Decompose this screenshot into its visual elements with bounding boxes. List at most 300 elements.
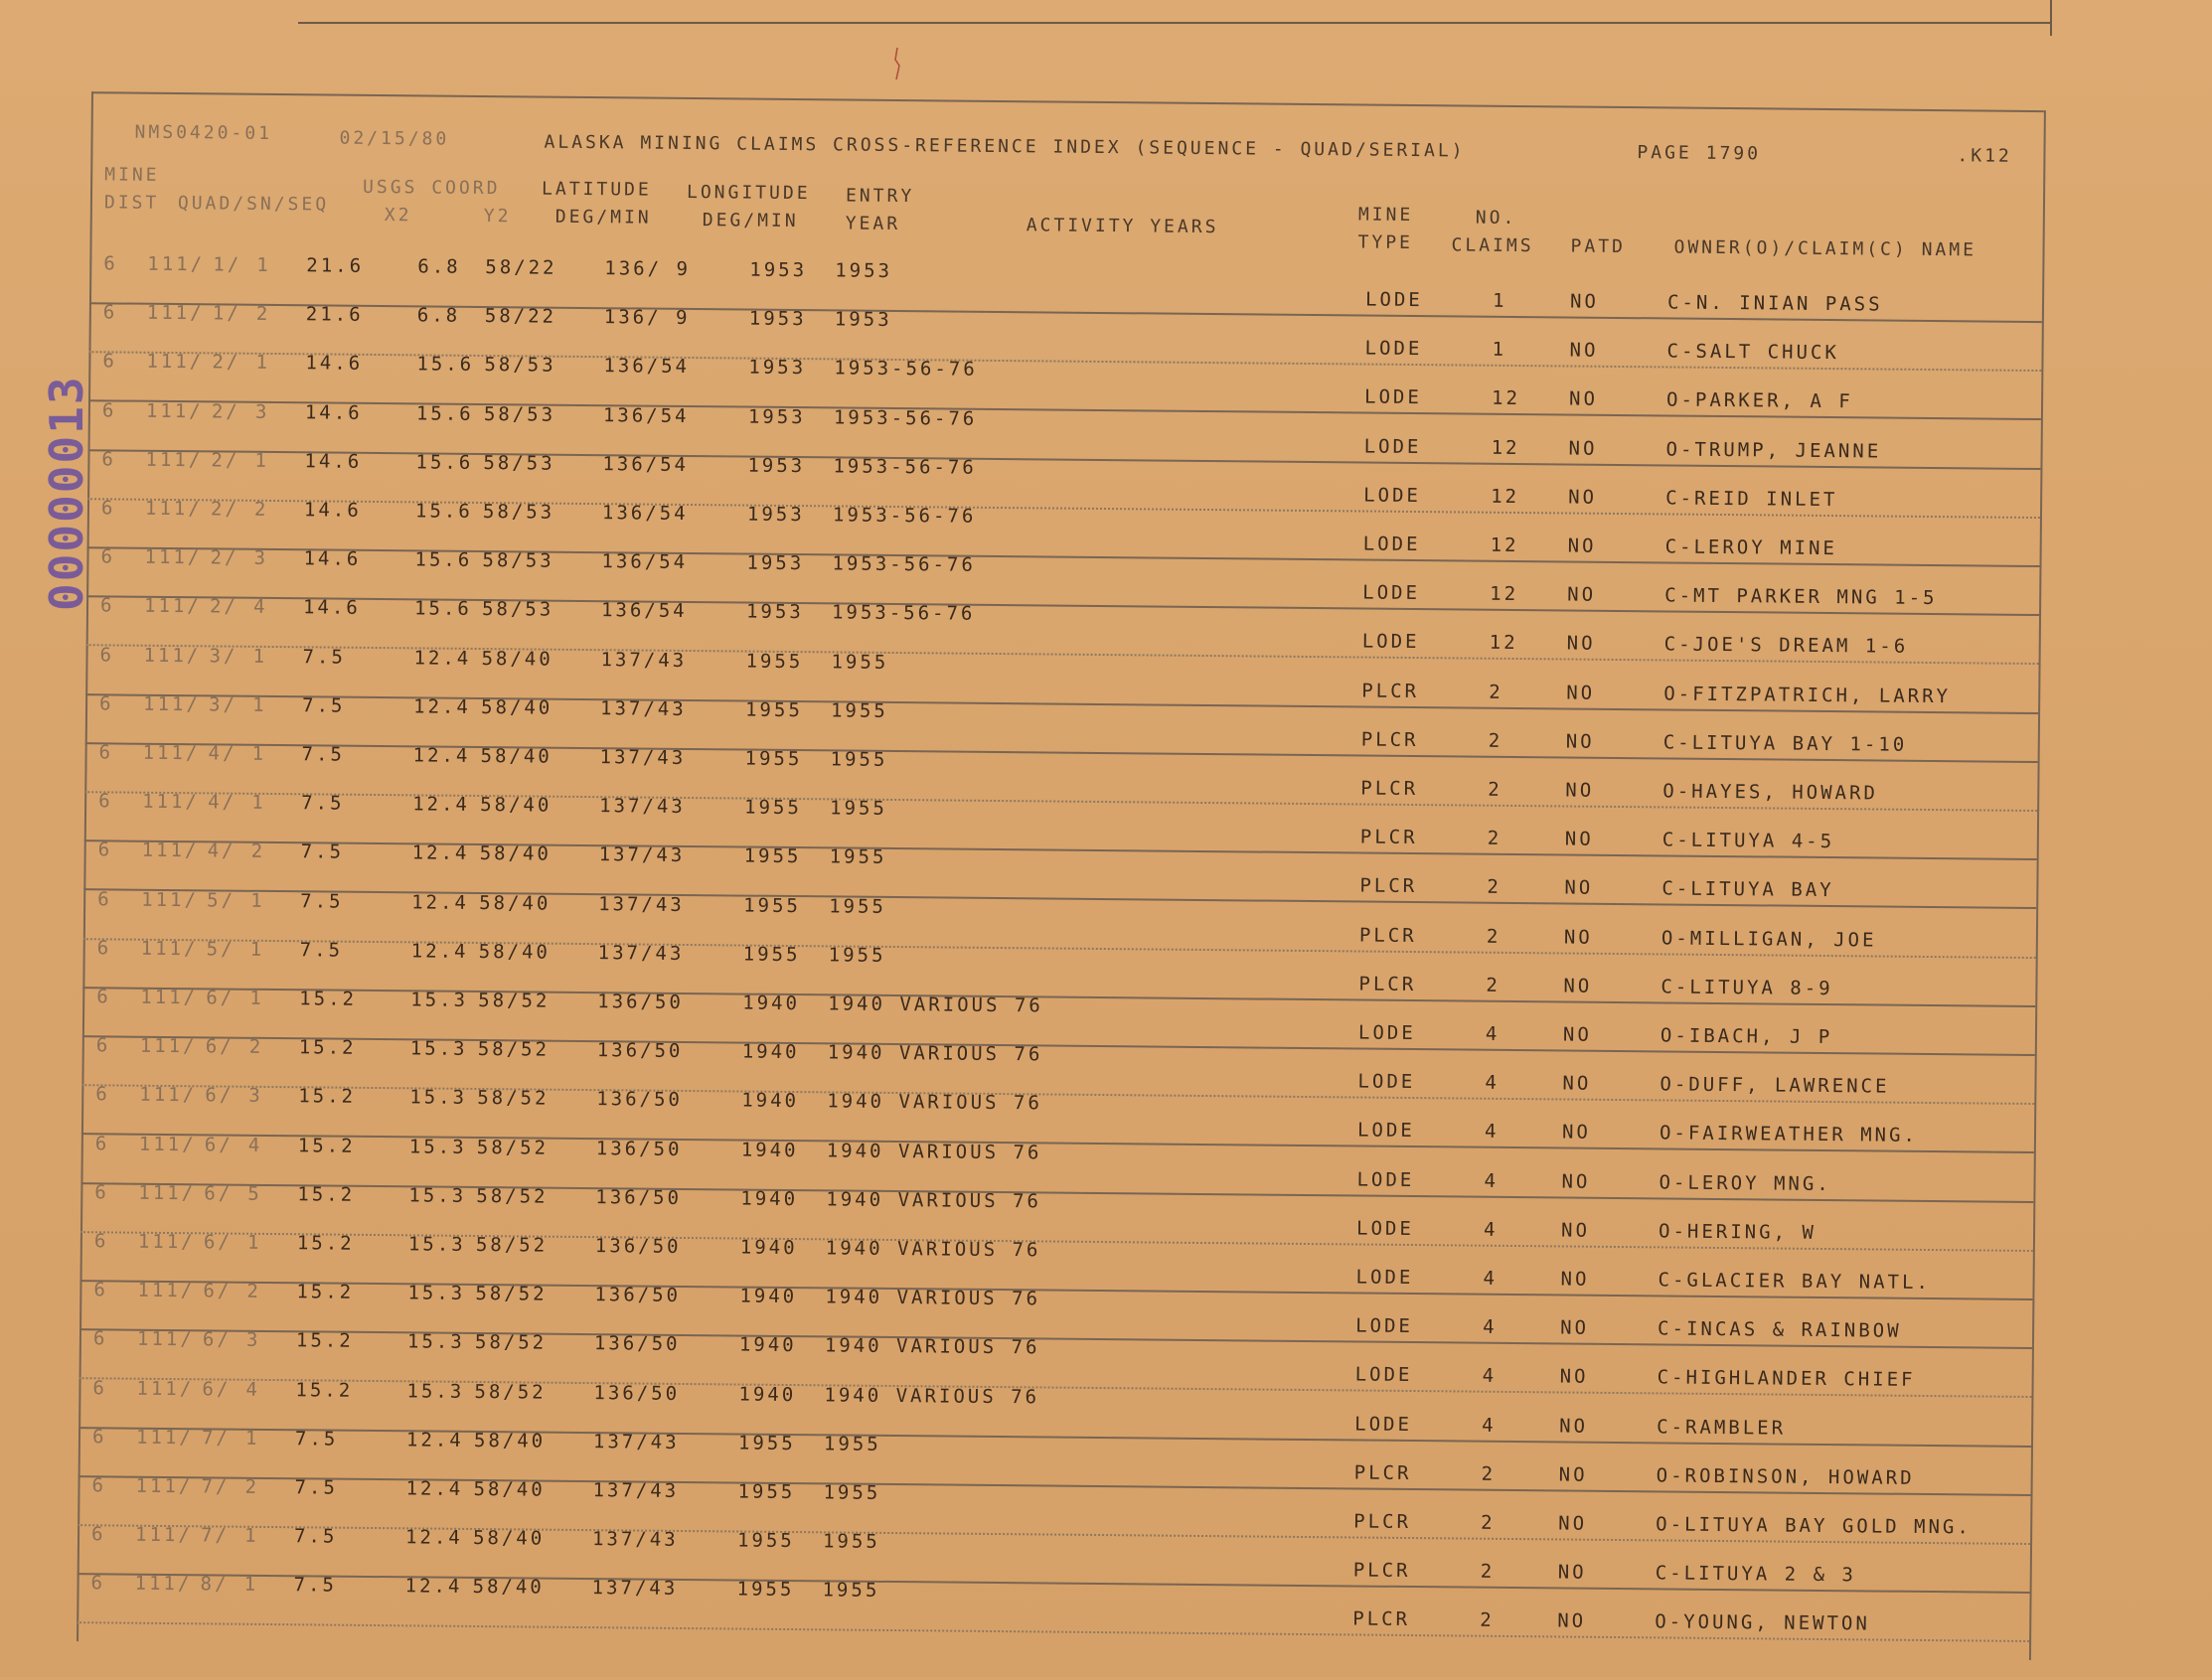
cell-activity: 1953-56-76 (833, 455, 977, 479)
col-y2: Y2 (483, 206, 512, 228)
cell-entry: 1953 (748, 307, 807, 331)
page-number: PAGE 1790 (1637, 142, 1762, 165)
cell-name: C-JOE'S DREAM 1-6 (1663, 633, 1909, 659)
cell-lon: 136/54 (603, 355, 691, 379)
cell-dist: 6 (95, 1083, 110, 1106)
cell-y2: 12.4 (411, 890, 470, 914)
cell-y2: 15.3 (410, 989, 469, 1011)
cell-name: O-IBACH, J P (1659, 1024, 1833, 1049)
cell-type: PLCR (1353, 1510, 1412, 1534)
col-latitude-label: LATITUDE (541, 178, 652, 201)
cell-claims: 4 (1482, 1414, 1497, 1437)
cell-entry: 1955 (744, 698, 803, 721)
cell-sn: 6/ (204, 1133, 234, 1156)
cell-name: C-LITUYA BAY 1-10 (1662, 731, 1908, 756)
cell-quad: 111/ (142, 692, 201, 716)
cell-sn: 3/ (209, 644, 238, 668)
cell-dist: 6 (94, 1132, 110, 1155)
cell-patd: NO (1563, 975, 1593, 997)
cell-seq: 1 (254, 449, 269, 472)
cell-entry: 1940 (740, 1139, 799, 1161)
cell-y2: 12.4 (405, 1477, 464, 1500)
cell-name: C-GLACIER BAY NATL. (1658, 1269, 1932, 1295)
cell-dist: 6 (94, 1181, 109, 1204)
col-claims-line2: CLAIMS (1451, 234, 1534, 257)
col-mine-type (1357, 201, 1413, 257)
cell-seq: 1 (249, 987, 264, 1009)
cell-activity: 1955 (829, 845, 887, 869)
cell-seq: 3 (253, 546, 269, 570)
cell-lat: 58/40 (479, 842, 552, 866)
cell-lat: 58/40 (480, 695, 553, 719)
cell-claims: 2 (1487, 876, 1501, 899)
cell-claims: 12 (1490, 582, 1519, 606)
cell-name: C-LITUYA 8-9 (1660, 976, 1833, 999)
cell-seq: 1 (250, 889, 265, 912)
cell-entry: 1955 (743, 844, 802, 868)
cell-type: LODE (1362, 581, 1421, 605)
cell-x2: 15.2 (298, 1085, 357, 1109)
cell-type: LODE (1354, 1413, 1413, 1436)
cell-name: O-HAYES, HOWARD (1662, 780, 1879, 805)
cell-patd: NO (1568, 387, 1599, 411)
cell-entry: 1955 (737, 1480, 796, 1504)
cell-claims: 2 (1489, 681, 1503, 703)
cell-x2: 21.6 (306, 254, 365, 277)
cell-patd: NO (1561, 1170, 1591, 1193)
cell-claims: 4 (1484, 1169, 1500, 1192)
cell-activity: 1953-56-76 (834, 357, 978, 382)
cell-y2: 12.4 (413, 646, 472, 670)
cell-name: C-LITUYA 2 & 3 (1655, 1562, 1857, 1587)
cell-activity: 1940 VARIOUS 76 (826, 1188, 1042, 1213)
cell-seq: 2 (250, 840, 266, 863)
col-mine-dist-line2: DIST (103, 192, 160, 214)
report-title: ALASKA MINING CLAIMS CROSS-REFERENCE INDEX (SEQUENCE - QUAD/SERIAL) (544, 131, 1466, 162)
cell-seq: 2 (253, 498, 269, 521)
cell-entry: 1953 (748, 356, 807, 380)
cell-lon: 137/43 (599, 795, 686, 819)
cell-claims: 12 (1489, 632, 1518, 655)
cell-claims: 2 (1486, 925, 1501, 948)
cell-lon: 137/43 (599, 696, 687, 720)
cell-seq: 4 (245, 1378, 261, 1401)
cell-dist: 6 (103, 252, 118, 275)
cell-patd: NO (1564, 876, 1594, 900)
cell-name: C-N. INIAN PASS (1666, 291, 1883, 316)
col-longitude-unit: DEG/MIN (702, 210, 799, 232)
cell-dist: 6 (102, 350, 117, 373)
cell-type: LODE (1364, 288, 1423, 312)
cell-name: O-FAIRWEATHER MNG. (1659, 1122, 1919, 1147)
cell-y2: 15.3 (408, 1184, 467, 1207)
cell-lat: 58/40 (479, 891, 552, 915)
cell-y2: 15.6 (414, 500, 473, 523)
cell-sn: 1/ (212, 302, 241, 325)
cell-type: LODE (1355, 1217, 1414, 1240)
cell-name: O-TRUMP, JEANNE (1665, 438, 1882, 463)
cell-claims: 2 (1481, 1511, 1496, 1534)
cell-x2: 7.5 (301, 694, 346, 717)
cell-quad: 111/ (134, 1523, 193, 1547)
cell-name: C-LITUYA 4-5 (1661, 829, 1835, 853)
cell-dist: 6 (97, 839, 113, 861)
cell-claims: 4 (1482, 1365, 1498, 1388)
cell-seq: 1 (251, 742, 267, 765)
cell-entry: 1953 (747, 454, 806, 477)
cell-seq: 3 (254, 400, 270, 423)
cell-entry: 1940 (741, 1040, 800, 1064)
cell-lon: 137/43 (591, 1528, 679, 1552)
cell-quad: 111/ (137, 1230, 196, 1254)
col-quad-sn-seq: QUAD/SN/SEQ (177, 193, 330, 216)
cell-lon: 136/54 (600, 599, 688, 623)
col-longitude (687, 179, 811, 235)
cell-dist: 6 (100, 497, 116, 520)
cell-x2: 15.2 (295, 1378, 354, 1402)
cell-dist: 6 (95, 1034, 111, 1057)
cell-y2: 12.4 (404, 1526, 463, 1550)
cell-name: O-DUFF, LAWRENCE (1659, 1073, 1890, 1098)
cell-name: O-HERING, W (1658, 1220, 1817, 1244)
cell-name: C-RAMBLER (1657, 1415, 1787, 1440)
cell-dist: 6 (99, 643, 115, 667)
cell-lon: 136/50 (595, 1185, 683, 1209)
cell-dist: 6 (96, 986, 111, 1008)
cell-seq: 2 (244, 1475, 260, 1498)
cell-quad: 111/ (143, 595, 202, 618)
cell-quad: 111/ (142, 741, 201, 765)
cell-claims: 4 (1483, 1315, 1498, 1339)
cell-seq: 1 (243, 1524, 259, 1548)
cell-name: O-MILLIGAN, JOE (1660, 927, 1877, 952)
cell-patd: NO (1565, 730, 1595, 753)
cell-entry: 1940 (738, 1383, 797, 1406)
cell-lat: 58/40 (472, 1527, 546, 1550)
cell-quad: 111/ (144, 545, 203, 569)
cell-type: LODE (1363, 484, 1422, 507)
cell-patd: NO (1560, 1268, 1590, 1291)
cell-quad: 111/ (135, 1474, 194, 1498)
cell-activity: 1940 VARIOUS 76 (827, 1090, 1042, 1115)
cell-quad: 111/ (139, 1034, 198, 1058)
cell-y2: 12.4 (412, 744, 471, 767)
cell-patd: NO (1567, 583, 1597, 606)
cell-lon: 137/43 (600, 648, 688, 672)
cell-sn: 6/ (206, 987, 236, 1009)
cell-x2: 7.5 (299, 939, 344, 962)
cell-activity: 1940 VARIOUS 76 (825, 1286, 1041, 1310)
cell-y2: 12.4 (412, 695, 471, 718)
cell-name: O-FITZPATRICH, LARRY (1663, 683, 1952, 707)
cell-type: PLCR (1358, 924, 1417, 947)
cell-name: C-LEROY MINE (1664, 535, 1838, 560)
cell-quad: 111/ (134, 1573, 193, 1596)
cell-entry: 1953 (746, 503, 805, 527)
cell-activity: 1953-56-76 (832, 552, 976, 576)
cell-quad: 111/ (138, 1133, 197, 1155)
cell-entry: 1940 (741, 1089, 800, 1113)
cell-sn: 6/ (205, 1035, 235, 1058)
cell-y2: 15.6 (416, 353, 475, 377)
cell-quad: 111/ (140, 937, 199, 961)
cell-quad: 111/ (139, 1084, 198, 1107)
col-longitude-label: LONGITUDE (686, 181, 811, 205)
cell-y2: 12.4 (412, 793, 470, 817)
cell-type: LODE (1357, 1070, 1416, 1094)
cell-name: O-YOUNG, NEWTON (1655, 1610, 1870, 1635)
cell-lon: 136/50 (594, 1284, 682, 1307)
cell-type: PLCR (1359, 826, 1418, 849)
cell-x2: 7.5 (300, 889, 344, 913)
report-date: 02/15/80 (339, 127, 450, 150)
cell-type: LODE (1356, 1119, 1415, 1143)
cell-type: PLCR (1359, 874, 1418, 898)
cell-lat: 58/22 (484, 305, 557, 328)
cell-entry: 1940 (739, 1236, 798, 1260)
cell-patd: NO (1563, 926, 1593, 949)
cell-name: C-LITUYA BAY (1661, 877, 1834, 902)
cell-patd: NO (1569, 339, 1599, 362)
col-entry-line2: YEAR (845, 213, 901, 235)
cell-seq: 1 (255, 352, 270, 375)
cell-sn: 6/ (202, 1328, 232, 1352)
cell-sn: 1/ (213, 253, 242, 276)
cell-y2: 12.4 (410, 940, 469, 963)
cell-patd: NO (1557, 1561, 1587, 1584)
cell-seq: 1 (251, 791, 266, 815)
cell-sn: 4/ (207, 840, 237, 863)
cell-dist: 6 (102, 301, 118, 324)
cell-claims: 12 (1491, 436, 1520, 459)
cell-entry: 1955 (744, 796, 802, 820)
cell-claims: 2 (1487, 827, 1502, 850)
cell-lat: 58/40 (480, 745, 553, 768)
cell-entry: 1955 (737, 1432, 796, 1454)
cell-quad: 111/ (145, 399, 204, 422)
cell-patd: NO (1557, 1609, 1587, 1633)
cell-type: LODE (1363, 385, 1422, 409)
cell-lon: 136/54 (601, 550, 689, 574)
col-entry-line1: ENTRY (845, 185, 915, 208)
cell-lat: 58/52 (475, 1233, 549, 1257)
cell-lon: 137/43 (592, 1430, 680, 1453)
cell-sn: 5/ (207, 888, 237, 912)
cell-seq: 5 (247, 1182, 262, 1205)
cell-x2: 7.5 (300, 840, 345, 864)
cell-sn: 2/ (209, 595, 239, 619)
cell-seq: 1 (246, 1231, 262, 1254)
cell-lon: 136/54 (601, 502, 689, 525)
cell-x2: 15.2 (295, 1329, 354, 1353)
cell-sn: 7/ (200, 1524, 231, 1547)
cell-x2: 7.5 (301, 743, 346, 766)
cell-entry: 1955 (742, 943, 801, 966)
cell-type: PLCR (1360, 728, 1419, 751)
cell-lat: 58/52 (474, 1331, 548, 1355)
cell-activity: 1953 (835, 259, 893, 282)
col-patd: PATD (1570, 235, 1627, 258)
cell-patd: NO (1559, 1415, 1589, 1438)
cell-activity: 1940 VARIOUS 76 (828, 993, 1043, 1017)
col-claims-line1: NO. (1475, 207, 1517, 229)
cell-type: PLCR (1353, 1461, 1412, 1484)
cell-name: C-HIGHLANDER CHIEF (1657, 1366, 1916, 1392)
cell-lon: 136/54 (602, 452, 690, 476)
cell-y2: 12.4 (404, 1575, 463, 1599)
cell-sn: 2/ (210, 546, 239, 569)
cell-x2: 15.2 (299, 988, 358, 1010)
cell-lat: 58/52 (476, 1184, 549, 1208)
cell-y2: 15.6 (413, 597, 472, 621)
cell-y2: 12.4 (411, 841, 470, 865)
cell-x2: 14.6 (303, 499, 362, 522)
cell-activity: 1955 (822, 1579, 880, 1603)
cell-seq: 4 (247, 1134, 263, 1156)
report-code: .K12 (1957, 145, 2012, 167)
cell-seq: 1 (256, 253, 271, 276)
cell-sn: 6/ (203, 1280, 233, 1302)
cell-y2: 15.3 (408, 1135, 467, 1158)
report-sheet (55, 91, 2047, 1680)
cell-name: O-PARKER, A F (1665, 388, 1853, 413)
cell-lat: 58/52 (477, 1038, 551, 1061)
cell-y2: 15.3 (407, 1233, 466, 1256)
cell-lat: 58/53 (483, 451, 555, 475)
cell-seq: 1 (252, 645, 268, 668)
cell-y2: 6.8 (417, 255, 461, 278)
cell-sn: 4/ (208, 742, 237, 765)
cell-lon: 137/43 (599, 746, 687, 769)
cell-lon: 137/43 (598, 843, 686, 867)
col-mine-type-line2: TYPE (1357, 231, 1414, 253)
cell-name: C-MT PARKER MNG 1-5 (1664, 584, 1938, 610)
cell-seq: 2 (248, 1035, 264, 1059)
cell-lat: 58/52 (475, 1283, 548, 1305)
cell-activity: 1953-56-76 (831, 601, 976, 626)
cell-lon: 136/50 (595, 1137, 683, 1160)
cell-claims: 2 (1480, 1560, 1496, 1584)
cell-sn: 5/ (206, 938, 236, 961)
cell-sn: 2/ (212, 351, 241, 375)
cell-type: LODE (1357, 1021, 1416, 1045)
cell-claims: 2 (1481, 1462, 1497, 1485)
cell-type: PLCR (1360, 777, 1419, 801)
cell-quad: 111/ (135, 1426, 194, 1450)
cell-entry: 1953 (749, 258, 808, 282)
cell-seq: 3 (248, 1085, 263, 1108)
cell-x2: 14.6 (302, 596, 361, 620)
cell-x2: 14.6 (305, 352, 364, 376)
cell-lat: 58/52 (474, 1380, 547, 1404)
cell-type: LODE (1356, 1168, 1415, 1191)
cell-sn: 2/ (211, 449, 240, 472)
cell-dist: 6 (93, 1230, 109, 1253)
cell-x2: 14.6 (303, 547, 362, 571)
cell-lon: 137/43 (591, 1577, 679, 1601)
cell-claims: 2 (1480, 1609, 1495, 1632)
cell-quad: 111/ (142, 790, 201, 814)
cell-patd: NO (1566, 632, 1596, 656)
cell-quad: 111/ (144, 497, 203, 521)
cell-x2: 7.5 (294, 1476, 338, 1499)
cell-quad: 111/ (137, 1279, 196, 1302)
cell-entry: 1955 (736, 1578, 795, 1602)
cell-activity: 1940 VARIOUS 76 (825, 1237, 1041, 1262)
cell-dist: 6 (90, 1523, 106, 1546)
cell-claims: 4 (1485, 1022, 1501, 1045)
cell-activity: 1940 VARIOUS 76 (824, 1334, 1040, 1359)
cell-name: O-LITUYA BAY GOLD MNG. (1656, 1513, 1972, 1539)
cell-quad: 111/ (145, 448, 204, 472)
col-latitude-unit: DEG/MIN (554, 206, 652, 229)
cell-activity: 1953 (834, 308, 892, 332)
cell-patd: NO (1565, 779, 1595, 802)
col-owner-claim-name: OWNER(O)/CLAIM(C) NAME (1673, 236, 1977, 261)
cell-type: LODE (1363, 435, 1422, 458)
program-id: NMS0420-01 (134, 121, 273, 144)
cell-claims: 2 (1488, 778, 1502, 801)
col-mine-dist-line1: MINE (104, 164, 160, 186)
cell-activity: 1953-56-76 (833, 405, 978, 430)
cell-quad: 111/ (146, 301, 205, 325)
cell-lon: 136/50 (593, 1332, 681, 1356)
cell-entry: 1940 (740, 1187, 799, 1210)
cell-patd: NO (1566, 682, 1596, 704)
cell-seq: 3 (245, 1329, 261, 1352)
cell-entry: 1940 (742, 992, 801, 1015)
cell-lat: 58/40 (473, 1429, 547, 1452)
cell-entry: 1955 (745, 650, 804, 673)
cell-type: PLCR (1352, 1607, 1411, 1631)
cell-lon: 136/50 (594, 1235, 682, 1258)
cell-activity: 1955 (830, 699, 888, 722)
cell-entry: 1955 (736, 1529, 795, 1553)
cell-x2: 15.2 (297, 1183, 356, 1206)
cell-patd: NO (1559, 1365, 1589, 1389)
cell-activity: 1953-56-76 (832, 504, 977, 528)
cell-sn: 6/ (202, 1377, 232, 1401)
cell-x2: 7.5 (293, 1574, 338, 1598)
cell-seq: 4 (252, 596, 268, 619)
cell-patd: NO (1561, 1121, 1592, 1145)
cell-sn: 8/ (200, 1573, 230, 1596)
cell-patd: NO (1564, 828, 1594, 850)
cell-entry: 1953 (745, 600, 804, 624)
cell-lat: 58/40 (478, 940, 552, 964)
cell-activity: 1955 (830, 797, 887, 821)
previous-form-corner (2050, 0, 2052, 36)
cell-quad: 111/ (141, 840, 200, 862)
cell-x2: 7.5 (301, 792, 345, 815)
cell-type: PLCR (1358, 973, 1417, 995)
cell-dist: 6 (92, 1376, 108, 1400)
cell-entry: 1940 (739, 1285, 798, 1308)
cell-quad: 111/ (146, 351, 205, 374)
cell-x2: 14.6 (304, 450, 363, 473)
cell-seq: 2 (246, 1280, 261, 1303)
cell-lat: 58/53 (484, 354, 556, 378)
cell-entry: 1953 (747, 405, 806, 428)
cell-type: LODE (1362, 533, 1421, 556)
col-latitude (542, 176, 652, 232)
cell-lon: 136/ 9 (603, 306, 691, 330)
cell-type: LODE (1354, 1363, 1413, 1387)
cell-x2: 7.5 (302, 645, 346, 669)
cell-quad: 111/ (138, 1181, 197, 1205)
cell-quad: 111/ (143, 644, 202, 667)
cell-y2: 15.6 (414, 548, 473, 572)
